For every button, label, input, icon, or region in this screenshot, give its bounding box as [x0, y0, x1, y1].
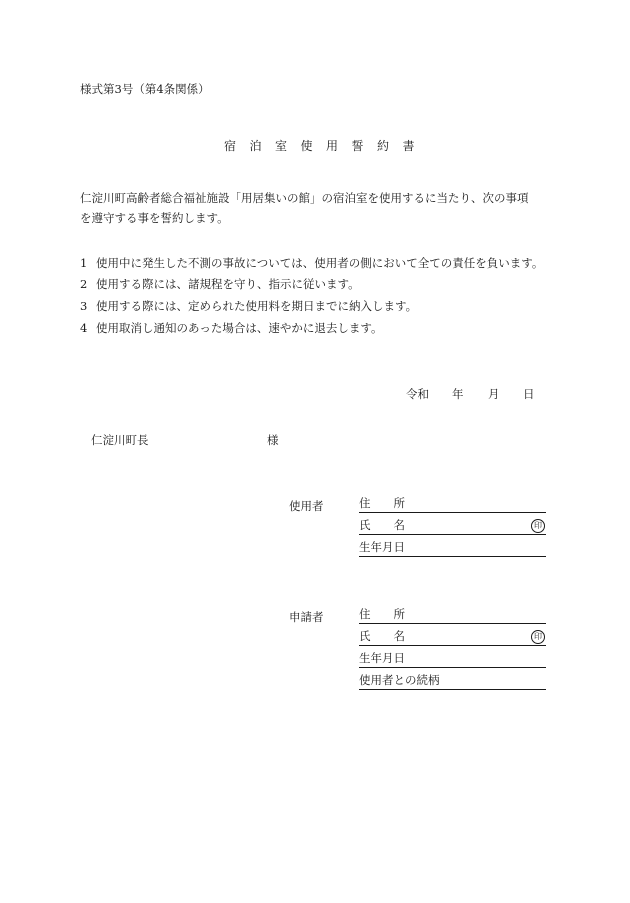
- applicant-name-field[interactable]: [359, 629, 546, 646]
- list-item: [80, 255, 543, 271]
- seal-icon: 印: [531, 630, 545, 644]
- applicant-relation-label: 使用者との続柄: [359, 673, 440, 687]
- item-text: 使用する際には、諸規程を守り、指示に従います。: [96, 277, 360, 291]
- intro-line-2: を遵守する事を誓約します。: [80, 211, 229, 225]
- user-birthdate-field[interactable]: [359, 540, 546, 557]
- document-title: 宿泊室使用誓約書: [224, 139, 429, 153]
- date-era: 令和: [406, 387, 429, 401]
- applicant-birthdate-field[interactable]: [359, 651, 546, 668]
- form-number: 様式第3号（第4条関係）: [80, 82, 210, 96]
- list-item: [80, 320, 382, 336]
- item-number: 2: [80, 277, 88, 291]
- applicant-relation-field[interactable]: [359, 673, 546, 690]
- intro-line-1: 仁淀川町高齢者総合福祉施設「用居集いの館」の宿泊室を使用するに当たり、次の事項: [80, 191, 529, 205]
- user-name-field[interactable]: [359, 518, 546, 535]
- applicant-name-label: 氏 名: [359, 629, 405, 643]
- date-year: 年: [452, 387, 464, 401]
- item-number: 4: [80, 321, 88, 335]
- addressee-honorific: 様: [267, 433, 279, 447]
- item-text: 使用中に発生した不測の事故については、使用者の側において全ての責任を負います。: [96, 256, 544, 270]
- addressee-name: 仁淀川町長: [91, 433, 149, 447]
- applicant-address-field[interactable]: [359, 607, 546, 624]
- list-item: [80, 276, 360, 292]
- applicant-birthdate-label: 生年月日: [359, 651, 405, 665]
- item-number: 3: [80, 299, 88, 313]
- item-text: 使用する際には、定められた使用料を期日までに納入します。: [96, 299, 418, 313]
- list-item: [80, 298, 417, 314]
- date-day: 日: [523, 387, 535, 401]
- date-month: 月: [488, 387, 500, 401]
- user-address-field[interactable]: [359, 496, 546, 513]
- user-role-label: 使用者: [289, 499, 324, 513]
- applicant-address-label: 住 所: [359, 607, 405, 621]
- item-number: 1: [80, 256, 88, 270]
- user-birthdate-label: 生年月日: [359, 540, 405, 554]
- item-text: 使用取消し通知のあった場合は、速やかに退去します。: [96, 321, 383, 335]
- seal-icon: 印: [531, 519, 545, 533]
- user-address-label: 住 所: [359, 496, 405, 510]
- applicant-role-label: 申請者: [289, 610, 324, 624]
- user-name-label: 氏 名: [359, 518, 405, 532]
